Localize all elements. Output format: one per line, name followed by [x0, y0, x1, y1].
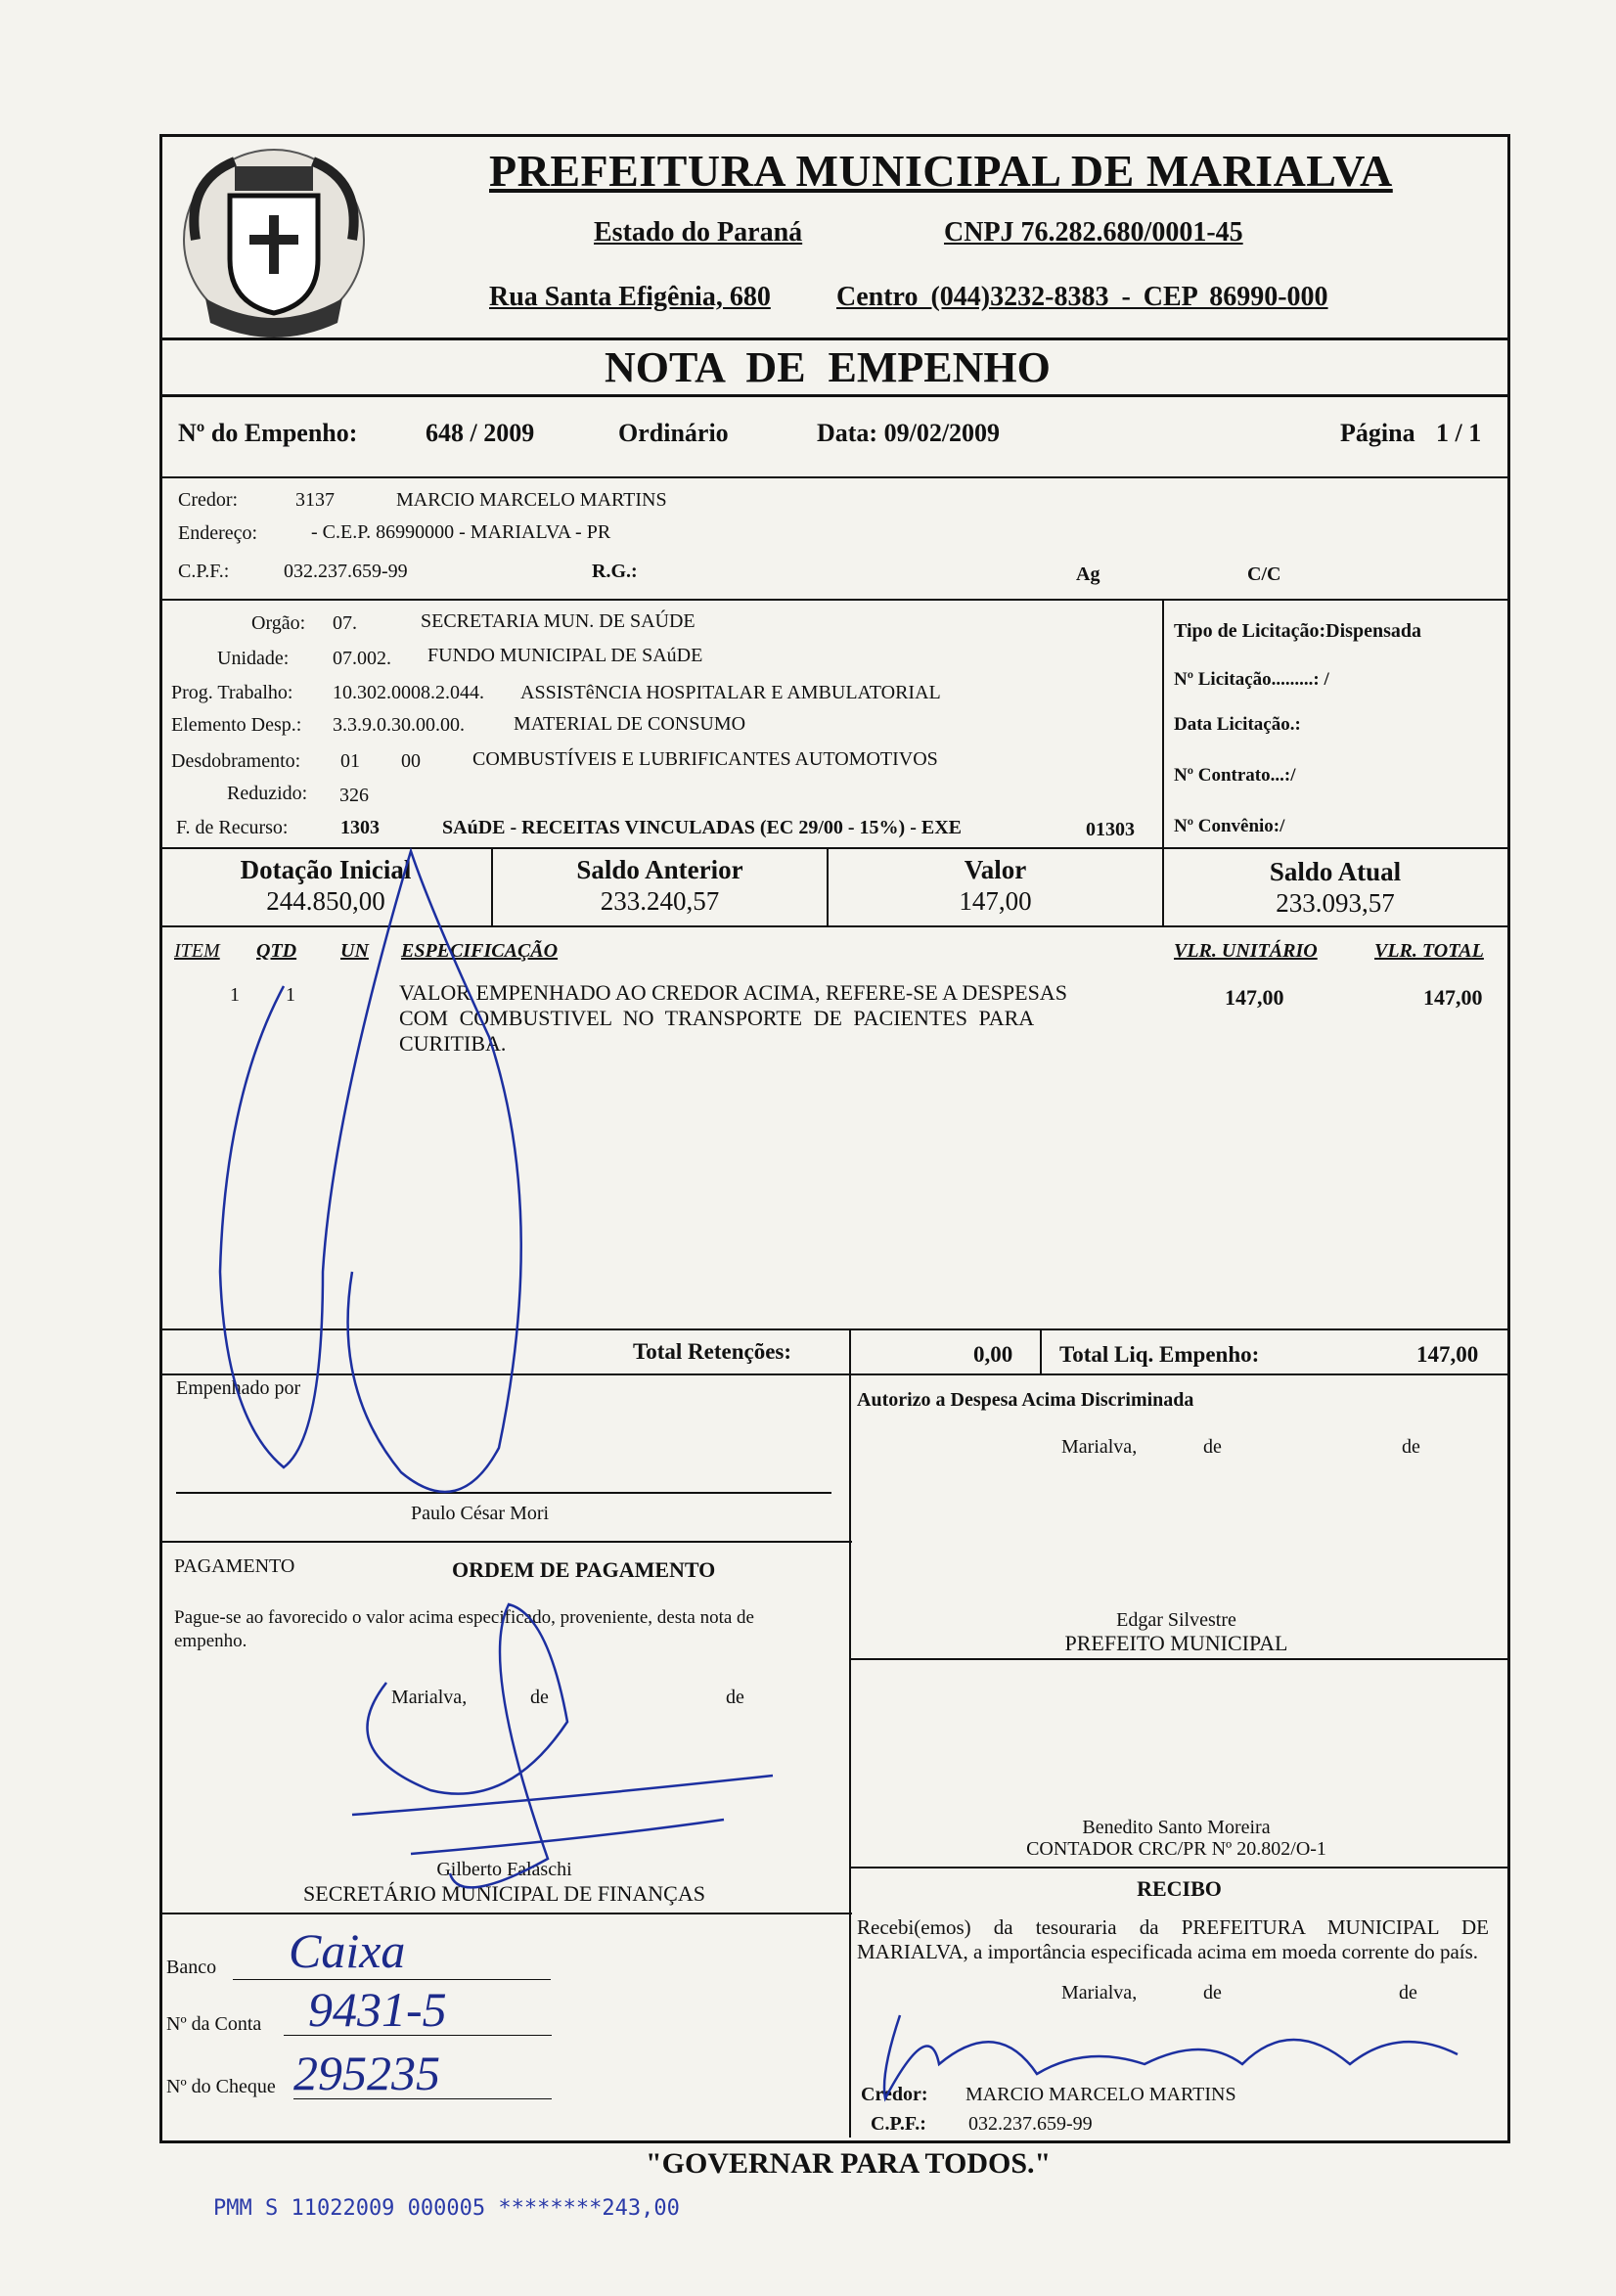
pagamento-label: PAGAMENTO [174, 1555, 295, 1577]
col-vlr-total: VLR. TOTAL [1374, 940, 1484, 962]
banco-label: Banco [166, 1957, 217, 1978]
recibo-cpf-label: C.P.F.: [871, 2113, 926, 2135]
recibo-label: RECIBO [1137, 1876, 1222, 1901]
orgao-name: SECRETARIA MUN. DE SAÚDE [421, 610, 696, 632]
autorizo-signer: Edgar Silvestre [1116, 1609, 1236, 1631]
empenhado-label: Empenhado por [176, 1377, 301, 1399]
elemento-label: Elemento Desp.: [171, 714, 302, 736]
rg-label: R.G.: [592, 561, 638, 582]
col-qtd: QTD [256, 940, 297, 962]
contador-signer: Benedito Santo Moreira [1082, 1817, 1271, 1838]
col-especificacao: ESPECIFICAÇÃO [401, 940, 559, 962]
municipality-title: PREFEITURA MUNICIPAL DE MARIALVA [489, 146, 1393, 196]
dotacao-label: Dotação Inicial [240, 855, 412, 884]
unidade-name: FUNDO MUNICIPAL DE SAúDE [427, 645, 703, 666]
saldo-anterior-value: 233.240,57 [600, 886, 720, 916]
item-qty: 1 [286, 984, 295, 1006]
autorizo-city: Marialva, [1061, 1436, 1138, 1458]
autorizo-label: Autorizo a Despesa Acima Discriminada [857, 1389, 1194, 1411]
recibo-credor-label: Credor: [861, 2084, 928, 2105]
item-spec-line-3: CURITIBA. [399, 1031, 507, 1056]
conta-handwritten: 9431-5 [308, 1982, 447, 2037]
recurso-code-2: 01303 [1086, 819, 1135, 840]
recibo-de-1: de [1203, 1982, 1222, 2003]
credor-cpf: 032.237.659-99 [284, 561, 408, 582]
numero-convenio: Nº Convênio:/ [1174, 816, 1285, 836]
empenho-number-label: Nº do Empenho: [178, 419, 358, 447]
document-title: NOTA DE EMPENHO [605, 343, 1051, 391]
credor-address: - C.E.P. 86990000 - MARIALVA - PR [311, 521, 611, 543]
recurso-label: F. de Recurso: [176, 817, 289, 838]
prog-code: 10.302.0008.2.044. [333, 682, 484, 703]
cc-label: C/C [1247, 563, 1281, 585]
empenho-date: Data: 09/02/2009 [817, 419, 1001, 447]
credor-label: Credor: [178, 489, 239, 511]
col-vlr-unitario: VLR. UNITÁRIO [1174, 940, 1318, 962]
state-name: Estado do Paraná [594, 217, 803, 248]
desdobramento-label: Desdobramento: [171, 750, 301, 772]
recibo-city: Marialva, [1061, 1982, 1138, 2003]
prog-label: Prog. Trabalho: [171, 682, 293, 703]
contador-role: CONTADOR CRC/PR Nº 20.802/O-1 [1026, 1838, 1326, 1860]
elemento-name: MATERIAL DE CONSUMO [514, 713, 746, 735]
financas-role: SECRETÁRIO MUNICIPAL DE FINANÇAS [303, 1881, 705, 1906]
item-spec-line-2: COM COMBUSTIVEL NO TRANSPORTE DE PACIENTES PARA [399, 1006, 1035, 1030]
liq-empenho-label: Total Liq. Empenho: [1059, 1342, 1260, 1367]
recurso-code: 1303 [340, 817, 380, 838]
cpf-label: C.P.F.: [178, 561, 230, 582]
motto: "GOVERNAR PARA TODOS." [646, 2147, 1052, 2180]
retencoes-label: Total Retenções: [633, 1339, 792, 1364]
autorizo-de-2: de [1402, 1436, 1420, 1458]
numero-contrato: Nº Contrato...:/ [1174, 765, 1296, 786]
reduzido-value: 326 [339, 785, 369, 806]
ag-label: Ag [1076, 563, 1100, 585]
desdobramento-b: 00 [401, 750, 421, 772]
valor-label: Valor [964, 855, 1027, 884]
unidade-code: 07.002. [333, 648, 391, 669]
item-vlr-unitario: 147,00 [1225, 985, 1284, 1010]
dotacao-value: 244.850,00 [266, 886, 385, 916]
desdobramento-a: 01 [340, 750, 360, 772]
data-licitacao: Data Licitação.: [1174, 714, 1301, 735]
item-spec-line-1: VALOR EMPENHADO AO CREDOR ACIMA, REFERE-SE A DESPESAS [399, 980, 1067, 1005]
district-phone-cep: Centro (044)3232-8383 - CEP 86990-000 [836, 282, 1328, 312]
unidade-label: Unidade: [217, 648, 290, 669]
recibo-cpf: 032.237.659-99 [968, 2113, 1093, 2135]
pagamento-de-1: de [530, 1687, 549, 1708]
banco-handwritten: Caixa [289, 1923, 406, 1978]
cheque-label: Nº do Cheque [166, 2076, 276, 2097]
credor-code: 3137 [295, 489, 335, 511]
autorizo-de-1: de [1203, 1436, 1222, 1458]
empenhado-signature [220, 851, 521, 1492]
orgao-code: 07. [333, 612, 357, 634]
recibo-de-2: de [1399, 1982, 1417, 2003]
page-label: Página [1340, 419, 1415, 447]
financas-signature [352, 1604, 773, 1887]
page-number: 1 / 1 [1436, 419, 1482, 447]
reduzido-label: Reduzido: [227, 783, 308, 804]
ordem-pagamento-label: ORDEM DE PAGAMENTO [452, 1557, 716, 1582]
cnpj: CNPJ 76.282.680/0001-45 [944, 217, 1243, 248]
mechanical-stamp: PMM S 11022009 000005 ********243,00 [213, 2196, 680, 2221]
autorizo-role: PREFEITO MUNICIPAL [1064, 1631, 1288, 1655]
pagamento-text: Pague-se ao favorecido o valor acima especificado, proveniente, desta nota de empenho. [174, 1607, 754, 1651]
desdobramento-name: COMBUSTÍVEIS E LUBRIFICANTES AUTOMOTIVOS [472, 748, 938, 770]
item-number: 1 [230, 984, 240, 1006]
valor-value: 147,00 [959, 886, 1032, 916]
empenho-type: Ordinário [618, 419, 729, 447]
pagamento-de-2: de [726, 1687, 744, 1708]
financas-signer: Gilberto Falaschi [436, 1859, 572, 1880]
elemento-code: 3.3.9.0.30.00.00. [333, 714, 465, 736]
liq-empenho-value: 147,00 [1416, 1342, 1479, 1367]
empenho-number: 648 / 2009 [426, 419, 535, 447]
credor-name: MARCIO MARCELO MARTINS [396, 489, 667, 511]
empenhado-signer: Paulo César Mori [411, 1503, 550, 1524]
recibo-credor-name: MARCIO MARCELO MARTINS [965, 2084, 1236, 2105]
retencoes-value: 0,00 [973, 1342, 1013, 1367]
col-un: UN [340, 940, 369, 962]
saldo-anterior-label: Saldo Anterior [576, 855, 743, 884]
pagamento-city: Marialva, [391, 1687, 468, 1708]
cheque-handwritten: 295235 [293, 2046, 440, 2100]
saldo-atual-label: Saldo Atual [1269, 857, 1402, 886]
tipo-licitacao: Tipo de Licitação:Dispensada [1174, 620, 1421, 642]
orgao-label: Orgão: [251, 612, 306, 634]
recibo-text: Recebi(emos) da tesouraria da PREFEITURA MUNICIPAL DE MARIALVA, a importância especificada acima em moeda corrente do país. [857, 1915, 1489, 1963]
endereco-label: Endereço: [178, 522, 258, 544]
credor-signature [884, 2015, 1458, 2098]
conta-label: Nº da Conta [166, 2013, 262, 2035]
saldo-atual-value: 233.093,57 [1276, 888, 1395, 918]
recurso-name: SAúDE - RECEITAS VINCULADAS (EC 29/00 - 15%) - EXE [442, 817, 962, 838]
item-vlr-total: 147,00 [1423, 985, 1483, 1010]
prog-name: ASSISTêNCIA HOSPITALAR E AMBULATORIAL [520, 682, 941, 703]
address: Rua Santa Efigênia, 680 [489, 282, 771, 312]
col-item: ITEM [174, 940, 220, 962]
numero-licitacao: Nº Licitação.........: / [1174, 669, 1329, 690]
